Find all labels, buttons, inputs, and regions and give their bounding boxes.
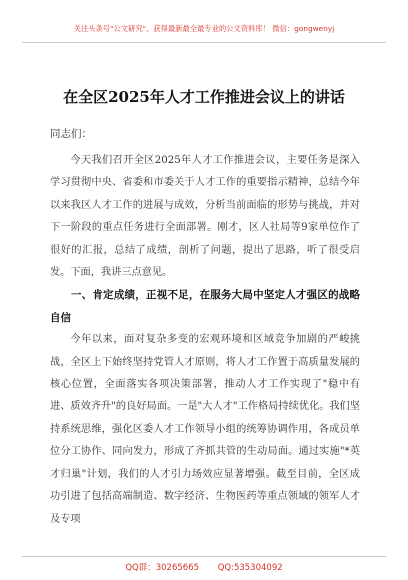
header-divider [22,42,386,43]
footer-divider [22,556,386,557]
section-heading: 一、肯定成绩，正视不足，在服务大局中坚定人才强区的战略自信 [50,289,360,324]
qq-group-text: QQ群：30265665 [125,563,200,573]
document-body [50,150,360,531]
body-paragraph: 今天我们召开全区2025年人才工作推进会议，主要任务是深入学习贯彻中央、省委和市委关于人才工作的重要指示精神，总结今年以来我区人才工作的进展与成效，分析当前面临的形势与挑战，并对下一阶段的重点任务进行全面部署。刚才，区人社局等9家单位作了很好的汇报，总结了成绩，剖析了问题，提出了思路，听了很受启发。下面，我讲三点意见。 [50,155,360,279]
salutation: 同志们： [50,128,92,140]
promo-banner: 关注头条号"公文研究"，获得最新最全最专业的公文资料库！ 微信：gongwenyj [73,24,335,33]
document-title: 在全区2025年人才工作推进会议上的讲话 [63,88,345,106]
body-paragraph: 今年以来，面对复杂多变的宏观环境和区域竞争加剧的严峻挑战，全区上下始终坚持党管人才原则，将人才工作置于高质量发展的核心位置，全面落实各项决策部署，推动人才工作实现了"稳中有进、质效齐升"的良好局面。一是"大人才"工作格局持续优化。我们坚持系统思维，强化区委人才工作领导小组的统筹协调作用，各成员单位分工协作、同向发力，形成了齐抓共管的生动局面。通过实施"*英才归巢"计划，我们的人才引力场效应显著增强。截至目前，全区成功引进了包括高端制造、数字经济、生物医药等重点领域的领军人才及专项 [50,334,360,525]
footer-contacts [0,561,408,573]
qq-text: QQ:535304092 [217,563,283,573]
